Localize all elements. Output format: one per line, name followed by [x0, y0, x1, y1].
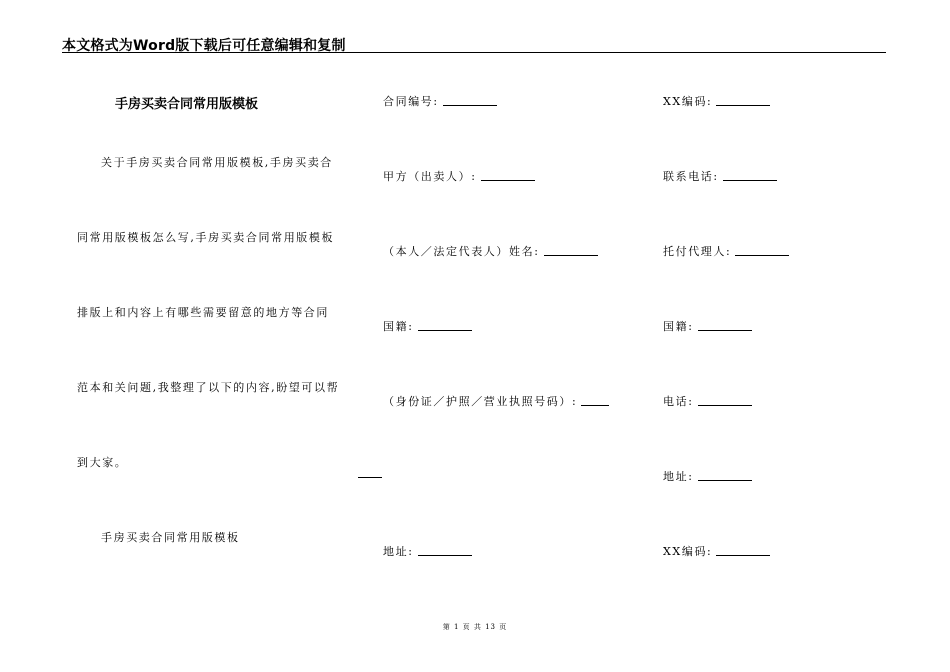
address-field — [383, 543, 472, 559]
paragraph-line-4: 范本和关问题,我整理了以下的内容,盼望可以帮 — [77, 381, 340, 394]
agent-nationality-field — [663, 318, 752, 334]
authorized-agent-field — [663, 243, 789, 259]
field-label: 地址: — [663, 470, 694, 483]
page-number-footer: 第 1 页 共 13 页 — [442, 623, 508, 631]
field-label: 地址: — [383, 545, 414, 558]
field-label: 甲方（出卖人）: — [383, 170, 477, 183]
paragraph-line-1: 关于手房买卖合同常用版模板,手房买卖合 — [101, 156, 333, 169]
blank-line — [716, 545, 770, 556]
postal-code-field — [663, 93, 770, 109]
field-label: （身份证／护照／营业执照号码）: — [383, 395, 578, 408]
blank-line — [723, 170, 777, 181]
blank-line — [443, 95, 497, 106]
legal-representative-name-field — [383, 243, 598, 259]
paragraph-line-5: 到大家。 — [77, 456, 128, 469]
field-label: 国籍: — [663, 320, 694, 333]
blank-line — [698, 470, 752, 481]
paragraph-line-3: 排版上和内容上有哪些需要留意的地方等合同 — [77, 306, 329, 319]
document-title: 手房买卖合同常用版模板 — [115, 97, 259, 112]
document-header: 本文格式为Word版下载后可任意编辑和复制 — [62, 38, 346, 54]
header-divider — [62, 52, 886, 53]
field-label: 电话: — [663, 395, 694, 408]
section-subheading: 手房买卖合同常用版模板 — [101, 531, 240, 544]
field-label: 国籍: — [383, 320, 414, 333]
blank-line — [716, 95, 770, 106]
blank-line — [418, 320, 472, 331]
id-passport-license-field — [383, 393, 609, 409]
blank-line — [698, 395, 752, 406]
blank-line — [735, 245, 789, 256]
field-label: 托付代理人: — [663, 245, 732, 258]
field-label: XX编码: — [663, 545, 713, 558]
field-label: 合同编号: — [383, 95, 439, 108]
field-label: 联系电话: — [663, 170, 719, 183]
paragraph-line-2: 同常用版模板怎么写,手房买卖合同常用版模板 — [77, 231, 335, 244]
phone-contact-field — [663, 168, 777, 184]
blank-line — [544, 245, 598, 256]
blank-line — [581, 395, 609, 406]
agent-postal-code-field — [663, 543, 770, 559]
nationality-field — [383, 318, 472, 334]
blank-line-continuation — [358, 477, 382, 478]
field-label: （本人／法定代表人）姓名: — [383, 245, 540, 258]
contract-number-field — [383, 93, 497, 109]
blank-line — [418, 545, 472, 556]
party-a-seller-field — [383, 168, 535, 184]
agent-address-field — [663, 468, 752, 484]
phone-field — [663, 393, 752, 409]
blank-line — [698, 320, 752, 331]
blank-line — [481, 170, 535, 181]
field-label: XX编码: — [663, 95, 713, 108]
